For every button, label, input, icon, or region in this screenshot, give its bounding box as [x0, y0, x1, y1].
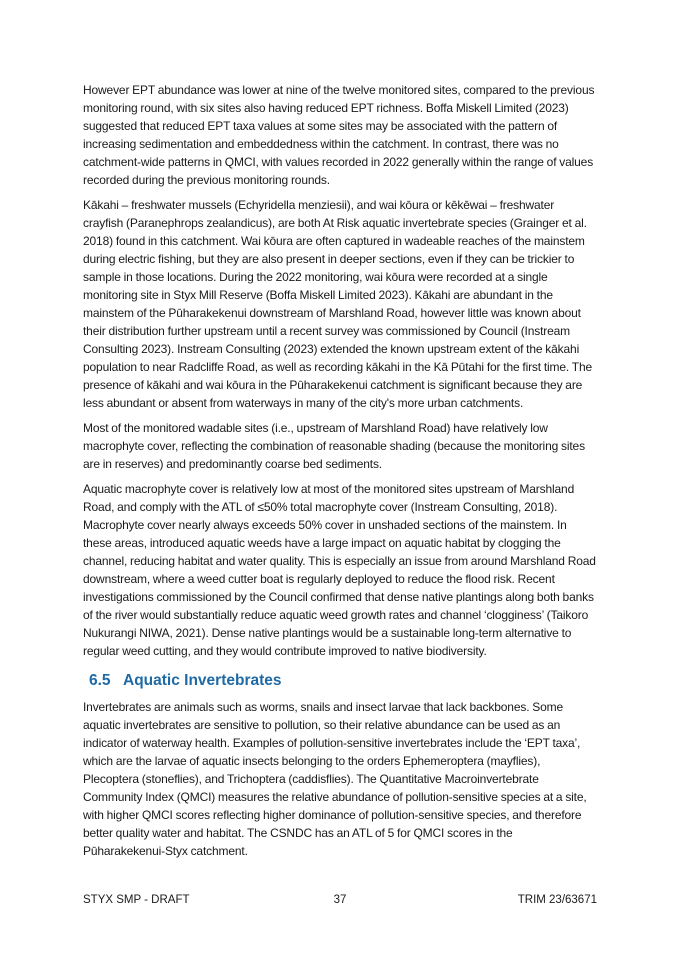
document-body: [83, 81, 597, 867]
section-title: Aquatic Invertebrates: [123, 672, 282, 689]
page-footer: [83, 892, 597, 908]
footer-page-number: 37: [333, 894, 347, 906]
footer-trim-reference: TRIM 23/63671: [517, 894, 597, 906]
paragraph-wadable-sites: Most of the monitored wadable sites (i.e., upstream of Marshland Road) have relatively low macrophyte cover, reflecting the combination of reasonable shading (because the monitoring sites are in reserves) and predominantly coarse bed sediments.: [83, 421, 585, 471]
section-heading: [89, 671, 597, 691]
section-number: 6.5: [89, 672, 111, 689]
footer-document-label: STYX SMP - DRAFT: [83, 894, 190, 906]
paragraph-invertebrates-intro: Invertebrates are animals such as worms, snails and insect larvae that lack backbones. Some aquatic invertebrates are sensitive to pollution, so their relative abundance can be used as an indicator of waterway health. Examples of pollution-sensitive invertebrates include the ‘EPT taxa’, which are the larvae of aquatic insects belonging to the orders Ephemeroptera (mayflies), Plecoptera (stoneflies), and Trichoptera (caddisflies). The Quantitative Macroinvertebrate Community Index (QMCI) measures the relative abundance of pollution-sensitive species at a site, with higher QMCI scores reflecting higher dominance of pollution-sensitive species, and therefore better quality water and habitat. The CSNDC has an ATL of 5 for QMCI scores in the Pūharakekenui-Styx catchment.: [83, 700, 587, 858]
paragraph-kakahi-koura: Kākahi – freshwater mussels (Echyridella menziesii), and wai kōura or kēkēwai – freshwater crayfish (Paranephrops zealandicus), are both At Risk aquatic invertebrate species (Grainger et al. 2018) found in this catchment. Wai kōura are often captured in wadeable reaches of the mainstem during electric fishing, but they are also present in deeper sections, even if they can be trickier to sample in those locations. During the 2022 monitoring, wai kōura were recorded at a single monitoring site in Styx Mill Reserve (Boffa Miskell Limited 2023). Kākahi are abundant in the mainstem of the Pūharakekenui downstream of Marshland Road, however little was known about their distribution further upstream until a recent survey was commissioned by Council (Instream Consulting 2023). Instream Consulting (2023) extended the known upstream extent of the kākahi population to near Radcliffe Road, as well as recording kākahi in the Kā Pūtahi for the first time. The presence of kākahi and wai kōura in the Pūharakekenui catchment is significant because they are less abundant or absent from waterways in many of the city's more urban catchments.: [83, 198, 593, 410]
paragraph-macrophyte-cover: Aquatic macrophyte cover is relatively low at most of the monitored sites upstream of Marshland Road, and comply with the ATL of ≤50% total macrophyte cover (Instream Consulting, 2018). Macrophyte cover nearly always exceeds 50% cover in unshaded sections of the mainstem. In these areas, introduced aquatic weeds have a large impact on aquatic habitat by clogging the channel, reducing habitat and water quality. This is especially an issue from around Marshland Road downstream, where a weed cutter boat is regularly deployed to reduce the flood risk. Recent investigations commissioned by the Council confirmed that dense native plantings along both banks of the river would substantially reduce aquatic weed growth rates and channel ‘clogginess’ (Taikoro Nukurangi NIWA, 2021). Dense native plantings would be a sustainable long-term alternative to regular weed cutting, and they would contribute improved to native biodiversity.: [83, 482, 596, 658]
paragraph-ept-abundance: However EPT abundance was lower at nine of the twelve monitored sites, compared to the previous monitoring round, with six sites also having reduced EPT richness. Boffa Miskell Limited (2023) suggested that reduced EPT taxa values at some sites may be associated with the pattern of increasing sedimentation and embeddedness within the catchment. In contrast, there was no catchment-wide patterns in QMCI, with values recorded in 2022 generally within the range of values recorded during the previous monitoring rounds.: [83, 83, 595, 187]
